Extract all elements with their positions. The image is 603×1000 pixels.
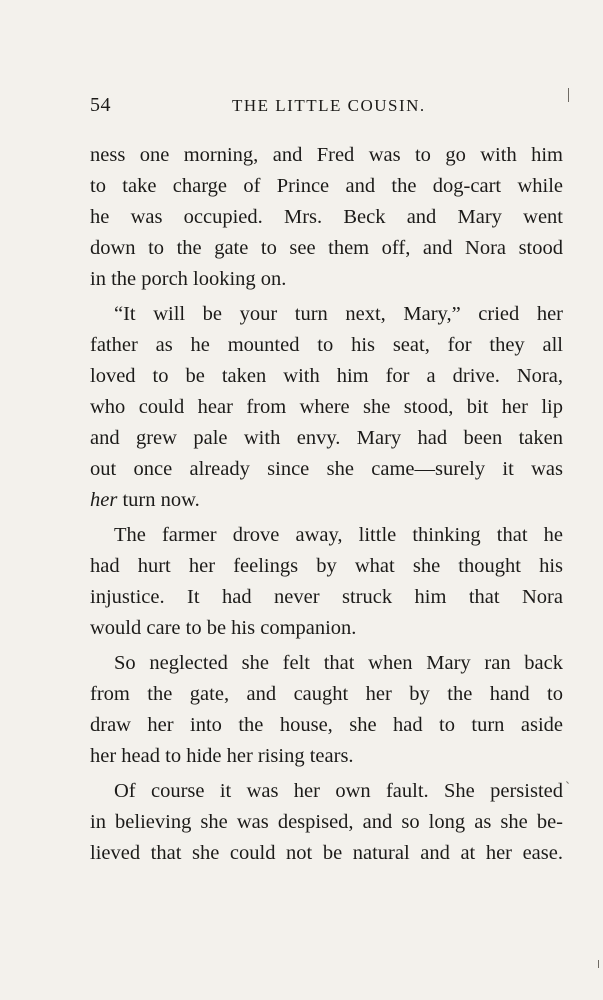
text-fragment: turn now. [117, 489, 200, 511]
text-line: So neglected she felt that when Mary ran back [114, 652, 563, 674]
text-line: ness one morning, and Fred was to go with him [90, 144, 563, 166]
text-line: lieved that she could not be natural and at her ease. [90, 842, 563, 864]
paragraph [90, 648, 563, 772]
text-line: Of course it was her own fault. She persisted [114, 780, 563, 802]
text-line: who could hear from where she stood, bit her lip [90, 396, 563, 418]
page-number: 54 [90, 94, 111, 116]
scan-speck [568, 88, 569, 102]
text-line: father as he mounted to his seat, for they all [90, 334, 563, 356]
text-line: and grew pale with envy. Mary had been taken [90, 427, 563, 449]
text-line: injustice. It had never struck him that Nora [90, 586, 563, 608]
text-line: in believing she was despised, and so long as she be- [90, 811, 563, 833]
text-line: draw her into the house, she had to turn aside [90, 714, 563, 736]
text-line: in the porch looking on. [90, 268, 287, 290]
body-text [90, 140, 563, 869]
text-line: to take charge of Prince and the dog-cart while [90, 175, 563, 197]
text-line: loved to be taken with him for a drive. Nora, [90, 365, 563, 387]
text-line: down to the gate to see them off, and Nora stood [90, 237, 563, 259]
text-line: had hurt her feelings by what she thought his [90, 555, 563, 577]
scan-speck [566, 781, 569, 784]
paragraph [90, 140, 563, 295]
text-line: from the gate, and caught her by the hand to [90, 683, 563, 705]
paragraph [90, 520, 563, 644]
text-line: her head to hide her rising tears. [90, 745, 354, 767]
text-line: would care to be his companion. [90, 617, 357, 639]
text-line: he was occupied. Mrs. Beck and Mary went [90, 206, 563, 228]
text-line: “It will be your turn next, Mary,” cried her [114, 303, 563, 325]
text-line [90, 485, 563, 516]
paragraph [90, 776, 563, 869]
emphasized-word: her [90, 489, 118, 511]
text-line: The farmer drove away, little thinking that he [114, 524, 563, 546]
text-line: out once already since she came—surely it was [90, 458, 563, 480]
scan-speck [598, 960, 599, 968]
running-header [90, 94, 565, 120]
running-title: THE LITTLE COUSIN. [232, 96, 426, 115]
paragraph [90, 299, 563, 516]
